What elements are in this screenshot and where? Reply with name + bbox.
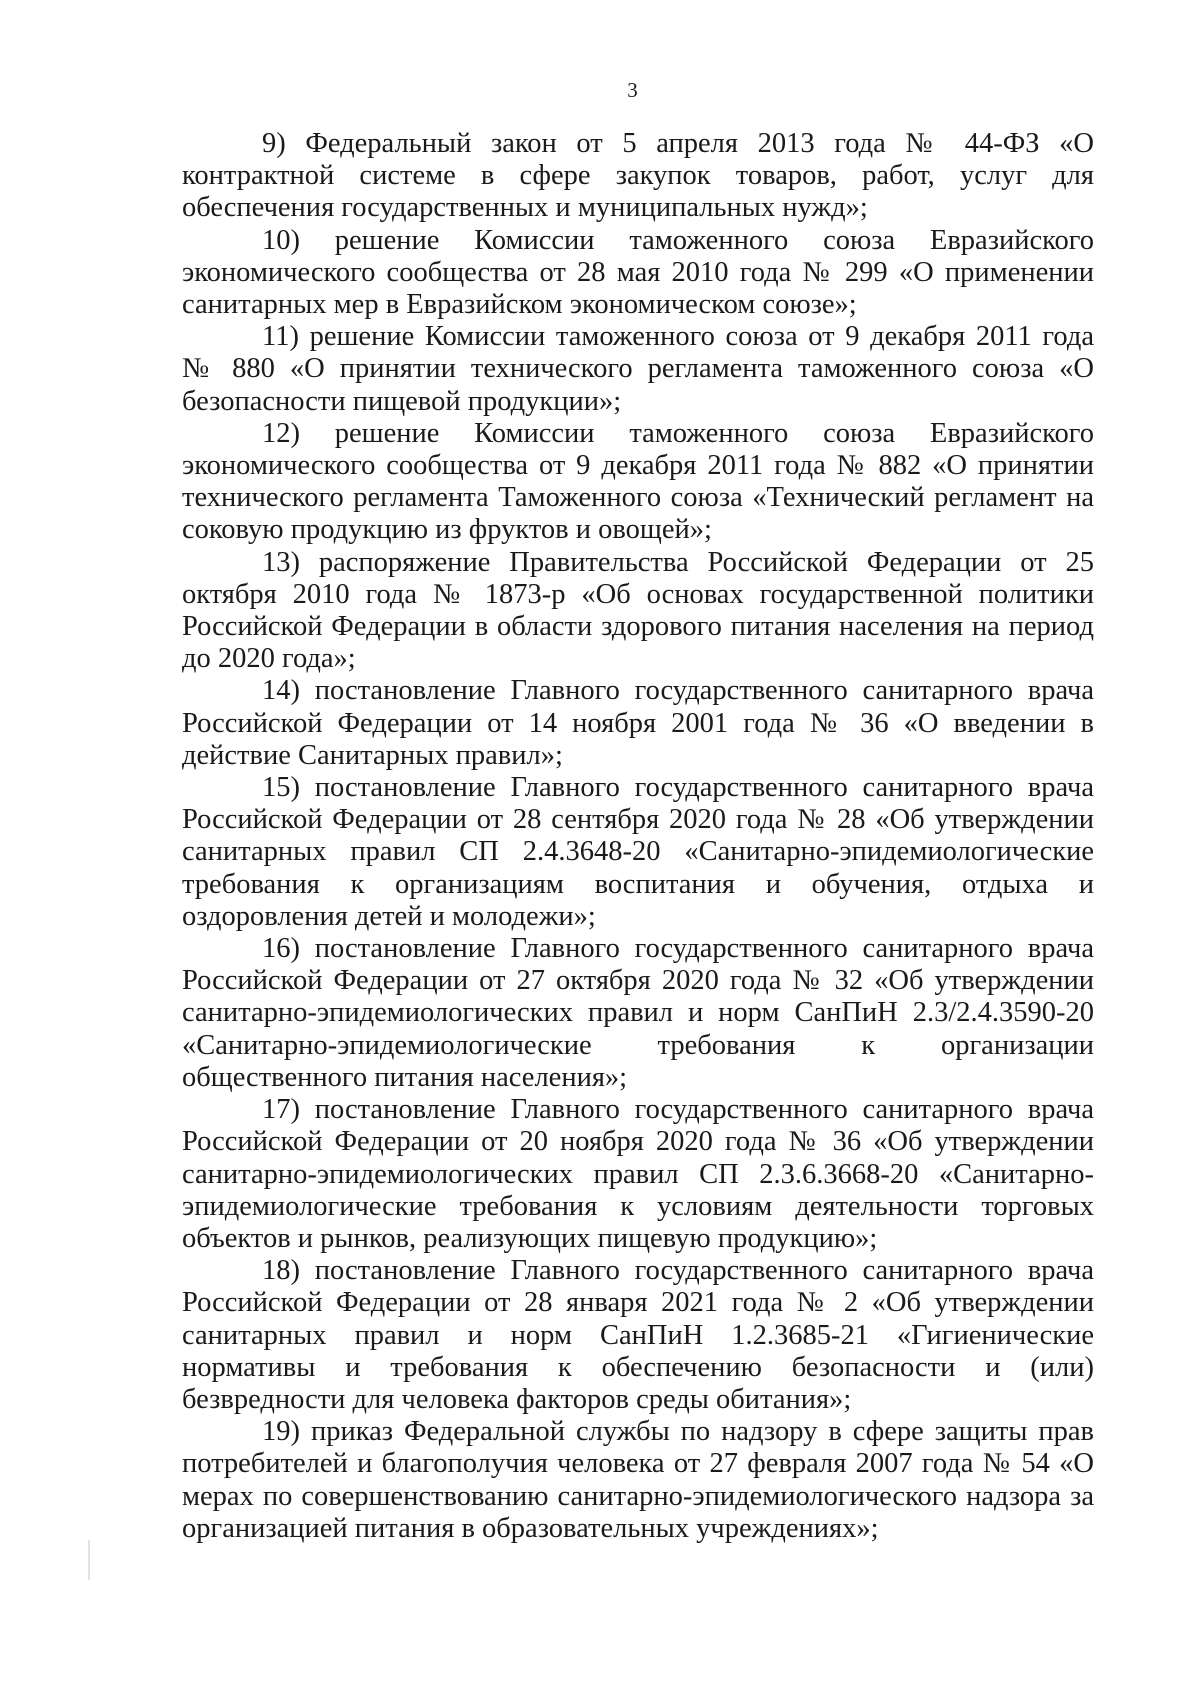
list-item: 12) решение Комиссии таможенного союза Евразийского экономического сообщества от 9 декабря 2011 года № 882 «О принятии технического регламента Таможенного союза «Технический регламент на соковую продукцию из фруктов и овощей»;	[182, 417, 1094, 546]
list-item: 9) Федеральный закон от 5 апреля 2013 года № 44-ФЗ «О контрактной системе в сфере закупок товаров, работ, услуг для обеспечения государственных и муниципальных нужд»;	[182, 128, 1094, 224]
list-item: 19) приказ Федеральной службы по надзору в сфере защиты прав потребителей и благополучия человека от 27 февраля 2007 года № 54 «О мерах по совершенствованию санитарно-эпидемиологического надзора за организацией питания в образовательных учреждениях»;	[182, 1416, 1094, 1544]
page-number: 3	[627, 78, 638, 102]
list-item: 14) постановление Главного государственного санитарного врача Российской Федерации от 14 ноября 2001 года № 36 «О введении в действие Санитарных правил»;	[182, 675, 1094, 771]
list-item: 13) распоряжение Правительства Российской Федерации от 25 октября 2010 года № 1873-р «Об основах государственной политики Российской Федерации в области здорового питания населения на период до 2020 года»;	[182, 546, 1094, 675]
list-item: 17) постановление Главного государственного санитарного врача Российской Федерации от 20 ноября 2020 года № 36 «Об утверждении санитарно-эпидемиологических правил СП 2.3.6.3668-20 «Санитарно-эпидемиологические требования к условиям деятельности торговых объектов и рынков, реализующих пищевую продукцию»;	[182, 1094, 1094, 1254]
scan-margin-mark	[88, 1540, 90, 1580]
list-item: 11) решение Комиссии таможенного союза от 9 декабря 2011 года № 880 «О принятии технического регламента таможенного союза «О безопасности пищевой продукции»;	[182, 321, 1094, 417]
document-body	[182, 128, 1094, 1545]
list-item: 18) постановление Главного государственного санитарного врача Российской Федерации от 28 января 2021 года № 2 «Об утверждении санитарных правил и норм СанПиН 1.2.3685-21 «Гигиенические нормативы и требования к обеспечению безопасности и (или) безвредности для человека факторов среды обитания»;	[182, 1255, 1094, 1415]
list-item: 16) постановление Главного государственного санитарного врача Российской Федерации от 27 октября 2020 года № 32 «Об утверждении санитарно-эпидемиологических правил и норм СанПиН 2.3/2.4.3590-20 «Санитарно-эпидемиологические требования к организации общественного питания населения»;	[182, 933, 1094, 1093]
list-item: 15) постановление Главного государственного санитарного врача Российской Федерации от 28 сентября 2020 года № 28 «Об утверждении санитарных правил СП 2.4.3648-20 «Санитарно-эпидемиологические требования к организациям воспитания и обучения, отдыха и оздоровления детей и молодежи»;	[182, 772, 1094, 932]
list-item: 10) решение Комиссии таможенного союза Евразийского экономического сообщества от 28 мая 2010 года № 299 «О применении санитарных мер в Евразийском экономическом союзе»;	[182, 224, 1094, 321]
